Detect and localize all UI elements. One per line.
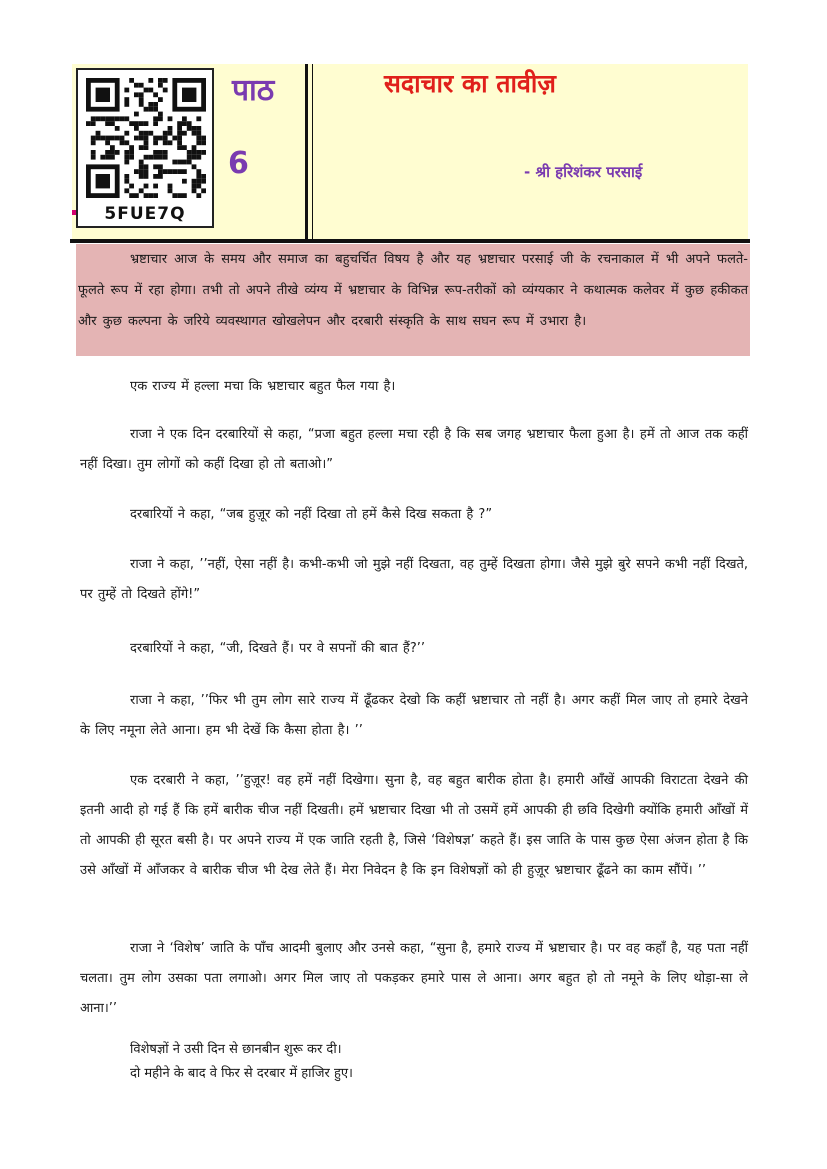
lesson-label: पाठ xyxy=(232,73,275,108)
story-paragraph: राजा ने एक दिन दरबारियों से कहा, “प्रजा बहुत हल्ला मचा रही है कि सब जगह भ्रष्टाचार फैला हुआ है। हमें तो आज तक कहीं नहीं दिखा। तुम लोगों को कहीं दिखा हो तो बताओ।” xyxy=(80,427,748,472)
author-name: - श्री हरिशंकर परसाई xyxy=(524,163,643,181)
story-paragraph: एक राज्य में हल्ला मचा कि भ्रष्टाचार बहुत फैल गया है। xyxy=(130,379,396,394)
header-divider-thin xyxy=(312,64,313,240)
story-paragraph: दरबारियों ने कहा, “जब हुज़ूर को नहीं दिखा तो हमें कैसे दिख सकता है ?” xyxy=(130,507,493,522)
qr-code[interactable] xyxy=(76,68,214,228)
margin-mark xyxy=(72,210,76,215)
lesson-number: 6 xyxy=(228,146,249,181)
story-paragraph: एक दरबारी ने कहा, ’’हुज़ूर! वह हमें नहीं दिखेगा। सुना है, वह बहुत बारीक होता है। हमारी आँखें आपकी विराटता देखने की इतनी आदी हो गई हैं कि हमें बारीक चीज नहीं दिखती। हमें भ्रष्टाचार दिखा भी तो उसमें हमें आपकी ही छवि दिखेगी क्योंकि हमारी आँखों में तो आपकी ही सूरत बसी है। पर अपने राज्य में एक जाति रहती है, जिसे ‘विशेषज्ञ’ कहते हैं। इस जाति के पास कुछ ऐसा अंजन होता है कि उसे आँखों में आँजकर वे बारीक चीज भी देख लेते हैं। मेरा निवेदन है कि इन विशेषज्ञों को ही हुज़ूर भ्रष्टाचार ढूँढने का काम सौंपें। ’’ xyxy=(80,773,748,878)
story-paragraph: राजा ने कहा, ’’नहीं, ऐसा नहीं है। कभी-कभी जो मुझे नहीं दिखता, वह तुम्हें दिखता होगा। जैसे मुझे बुरे सपने कभी नहीं दिखते, पर तुम्हें तो दिखते होंगे!” xyxy=(80,557,748,602)
header-divider xyxy=(305,64,308,240)
qr-code-text: 5FUE7Q xyxy=(104,204,186,224)
story-paragraph: दरबारियों ने कहा, “जी, दिखते हैं। पर वे सपनों की बात हैं?’’ xyxy=(130,641,425,656)
closing-line: विशेषज्ञों ने उसी दिन से छानबीन शुरू कर दी। xyxy=(130,1042,342,1057)
closing-line: दो महीने के बाद वे फिर से दरबार में हाजिर हुए। xyxy=(130,1066,353,1081)
story-paragraph: राजा ने ‘विशेष’ जाति के पाँच आदमी बुलाए और उनसे कहा, “सुना है, हमारे राज्य में भ्रष्टाचार है। पर वह कहाँ है, यह पता नहीं चलता। तुम लोग उसका पता लगाओ। अगर मिल जाए तो पकड़कर हमारे पास ले आना। अगर बहुत हो तो नमूने के लिए थोड़ा-सा ले आना।’’ xyxy=(80,941,748,1016)
story-paragraph: राजा ने कहा, ’’फिर भी तुम लोग सारे राज्य में ढूँढकर देखो कि कहीं भ्रष्टाचार तो नहीं है। अगर कहीं मिल जाए तो हमारे देखने के लिए नमूना लेते आना। हम भी देखें कि कैसा होता है। ’’ xyxy=(80,693,748,738)
intro-box xyxy=(76,244,750,356)
intro-text: भ्रष्टाचार आज के समय और समाज का बहुचर्चित विषय है और यह भ्रष्टाचार परसाई जी के रचनाकाल में भी अपने फलते-फूलते रूप में रहा होगा। तभी तो अपने तीखे व्यंग्य में भ्रष्टाचार के विभिन्न रूप-तरीकों को व्यंग्यकार ने कथात्मक कलेवर में कुछ हकीकत और कुछ कल्पना के जरिये व्यवस्थागत खोखलेपन और दरबारी संस्कृति के साथ सघन रूप में उभारा है। xyxy=(78,252,748,329)
header-bottom-rule xyxy=(70,239,750,243)
qr-code-icon xyxy=(86,78,206,202)
lesson-title: सदाचार का तावीज़ xyxy=(384,69,556,98)
